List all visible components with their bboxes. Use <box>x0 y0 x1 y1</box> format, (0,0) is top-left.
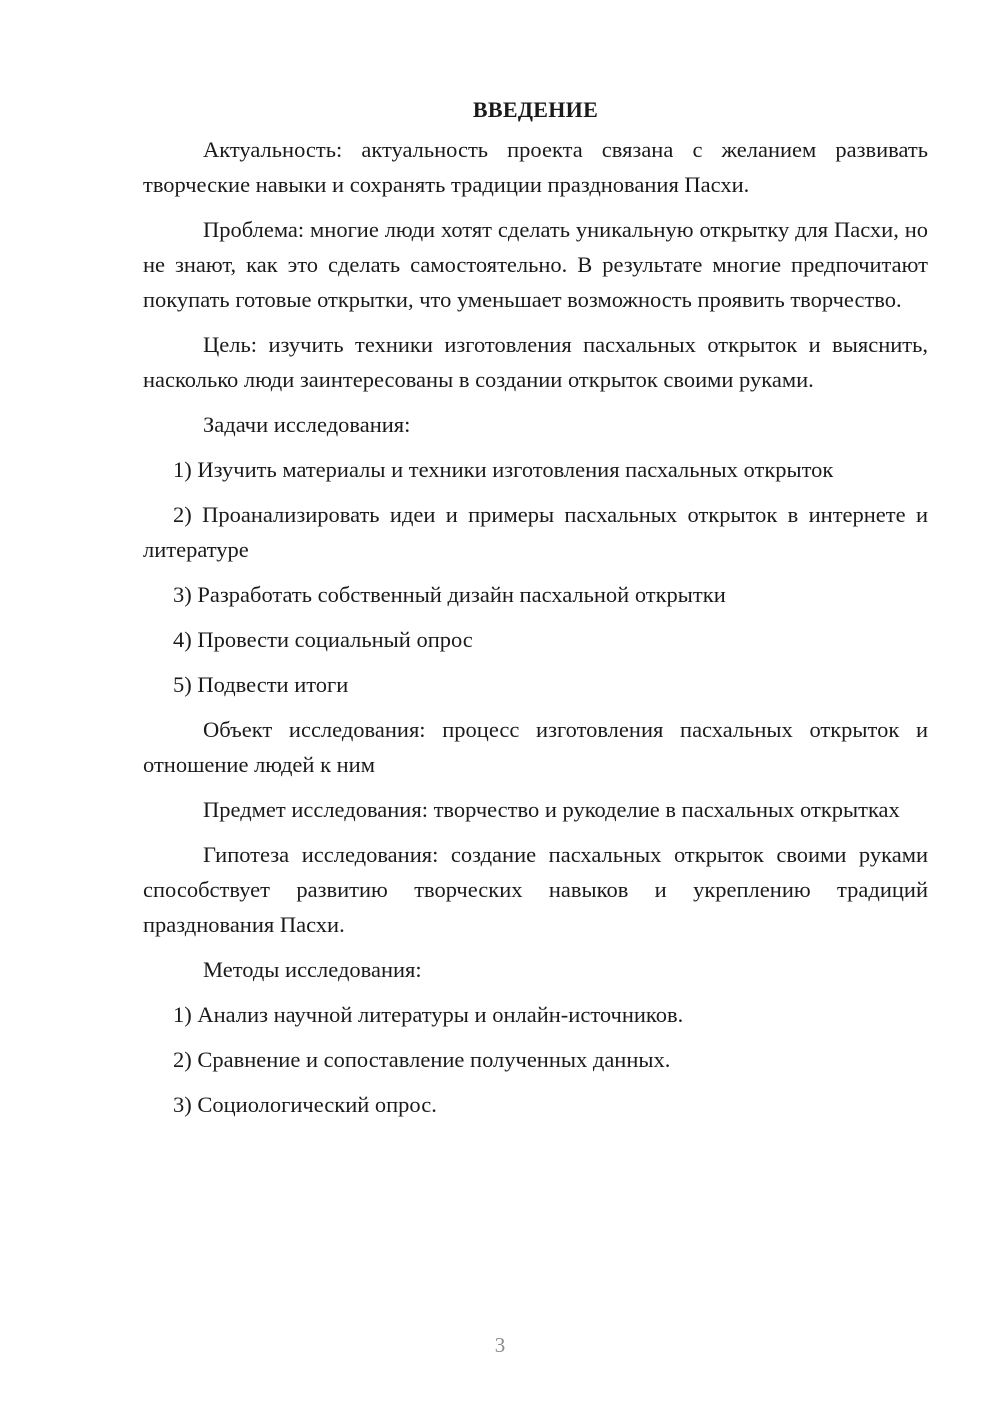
task-item: 3) Разработать собственный дизайн пасхальной открытки <box>173 582 726 607</box>
method-item: 1) Анализ научной литературы и онлайн-источников. <box>173 1002 684 1027</box>
paragraph-hypothesis: Гипотеза исследования: создание пасхальных открыток своими руками способствует развитию творческих навыков и укреплению традиций празднования Пасхи. <box>143 842 928 937</box>
methods-heading: Методы исследования: <box>203 957 422 982</box>
task-item: 2) Проанализировать идеи и примеры пасхальных открыток в интернете и литературе <box>143 502 928 562</box>
task-item: 5) Подвести итоги <box>173 672 349 697</box>
method-item: 2) Сравнение и сопоставление полученных данных. <box>173 1047 671 1072</box>
paragraph-relevance: Актуальность: актуальность проекта связана с желанием развивать творческие навыки и сохранять традиции празднования Пасхи. <box>143 137 928 197</box>
page-number: 3 <box>494 1333 506 1357</box>
task-item: 1) Изучить материалы и техники изготовления пасхальных открыток <box>173 457 834 482</box>
tasks-heading: Задачи исследования: <box>203 412 411 437</box>
paragraph-object: Объект исследования: процесс изготовления пасхальных открыток и отношение людей к ним <box>143 717 928 777</box>
paragraph-subject: Предмет исследования: творчество и рукоделие в пасхальных открытках <box>203 797 900 822</box>
task-item: 4) Провести социальный опрос <box>173 627 473 652</box>
paragraph-problem: Проблема: многие люди хотят сделать уникальную открытку для Пасхи, но не знают, как это сделать самостоятельно. В результате многие предпочитают покупать готовые открытки, что уменьшает возможность проявить творчество. <box>143 217 928 312</box>
section-title: ВВЕДЕНИЕ <box>472 97 599 122</box>
paragraph-goal: Цель: изучить техники изготовления пасхальных открыток и выяснить, насколько люди заинтересованы в создании открыток своими руками. <box>143 332 928 392</box>
method-item: 3) Социологический опрос. <box>173 1092 437 1117</box>
document-page <box>143 92 928 1132</box>
